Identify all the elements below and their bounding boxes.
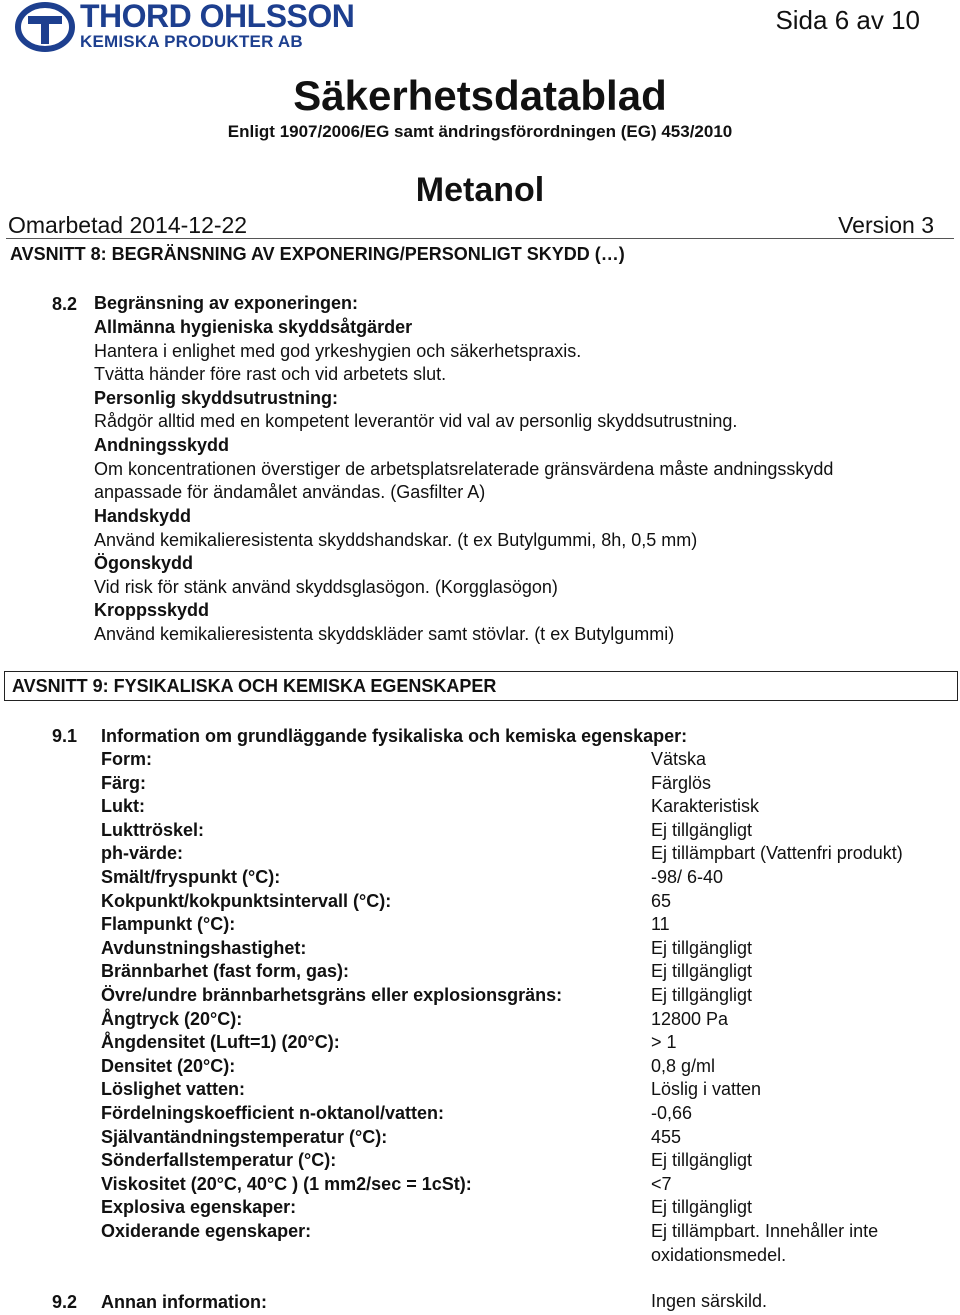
body-text: Vid risk för stänk använd skyddsglasögon. (Korgglasögon) bbox=[94, 577, 558, 597]
revised-date: Omarbetad 2014-12-22 bbox=[8, 212, 248, 238]
page-number: Sida 6 av 10 bbox=[775, 5, 920, 35]
product-name: Metanol bbox=[415, 171, 545, 209]
header-divider bbox=[6, 238, 954, 239]
property-label: Form: bbox=[101, 749, 152, 769]
body-text: Använd kemikalieresistenta skyddskläder samt stövlar. (t ex Butylgummi) bbox=[94, 624, 675, 644]
body-text: Rådgör alltid med en kompetent leverantör vid val av personlig skyddsutrustning. bbox=[94, 411, 738, 431]
body-text: Använd kemikalieresistenta skyddshandskar. (t ex Butylgummi, 8h, 0,5 mm) bbox=[94, 530, 698, 550]
property-label: Övre/undre brännbarhetsgräns eller explosionsgräns: bbox=[101, 985, 563, 1005]
body-text: Om koncentrationen överstiger de arbetsplatsrelaterade gränsvärdena måste andningsskydd bbox=[94, 459, 834, 479]
property-value: Ej tillgängligt bbox=[651, 937, 753, 958]
property-value: 0,8 g/ml bbox=[651, 1055, 716, 1076]
other-info-label: Annan information: bbox=[101, 1292, 267, 1312]
subsection-heading: Information om grundläggande fysikaliska och kemiska egenskaper: bbox=[101, 726, 688, 746]
property-label: Färg: bbox=[101, 772, 146, 793]
property-value: 11 bbox=[651, 914, 670, 935]
property-value: Ej tillgängligt bbox=[651, 961, 753, 982]
version-label: Version 3 bbox=[838, 212, 934, 238]
property-value: Ej tillgängligt bbox=[651, 1197, 753, 1218]
property-label: Brännbarhet (fast form, gas): bbox=[101, 961, 350, 982]
logo-subtitle: KEMISKA PRODUKTER AB bbox=[80, 32, 303, 51]
property-value: Ej tillgängligt bbox=[651, 819, 753, 840]
property-value: Ej tillgängligt bbox=[651, 1150, 753, 1171]
subsection-heading: Begränsning av exponeringen: bbox=[94, 293, 359, 313]
property-value: Färglös bbox=[651, 772, 712, 793]
property-value: > 1 bbox=[651, 1032, 677, 1053]
property-label: Sönderfallstemperatur (°C): bbox=[101, 1150, 337, 1171]
property-value: Ej tillämpbart. Innehåller inte bbox=[651, 1221, 879, 1241]
other-info-value: Ingen särskild. bbox=[651, 1291, 768, 1311]
hand-protection-heading: Handskydd bbox=[94, 506, 192, 526]
body-text: Hantera i enlighet med god yrkeshygien och säkerhetspraxis. bbox=[94, 341, 582, 361]
property-label: ph-värde: bbox=[101, 843, 184, 864]
ppe-heading: Personlig skyddsutrustning: bbox=[94, 388, 339, 408]
property-value: Ej tillämpbart (Vattenfri produkt) bbox=[651, 843, 903, 864]
document-title: Säkerhetsdatablad bbox=[293, 72, 667, 119]
property-value: Vätska bbox=[651, 749, 707, 769]
property-label: Flampunkt (°C): bbox=[101, 914, 236, 935]
property-value: 65 bbox=[651, 890, 672, 911]
company-logo-mark-icon bbox=[14, 2, 78, 52]
property-label: Löslighet vatten: bbox=[101, 1079, 246, 1100]
property-value: -0,66 bbox=[651, 1103, 693, 1123]
property-label: Smält/fryspunkt (°C): bbox=[101, 867, 281, 887]
subsection-number: 9.2 bbox=[52, 1292, 78, 1312]
property-label: Lukttröskel: bbox=[101, 819, 205, 840]
property-value: 455 bbox=[651, 1126, 682, 1147]
property-value: -98/ 6-40 bbox=[651, 867, 724, 887]
property-label: Viskositet (20°C, 40°C ) (1 mm2/sec = 1cSt): bbox=[101, 1173, 472, 1194]
property-value: Löslig i vatten bbox=[651, 1079, 762, 1100]
eye-protection-heading: Ögonskydd bbox=[94, 553, 194, 573]
property-label: Fördelningskoefficient n-oktanol/vatten: bbox=[101, 1103, 445, 1123]
property-label: Densitet (20°C): bbox=[101, 1055, 236, 1076]
property-value-continued: oxidationsmedel. bbox=[651, 1245, 787, 1265]
property-label: Självantändningstemperatur (°C): bbox=[101, 1126, 388, 1147]
section-8-title: AVSNITT 8: BEGRÄNSNING AV EXPONERING/PERSONLIGT SKYDD (…) bbox=[10, 244, 625, 264]
property-value: Ej tillgängligt bbox=[651, 985, 753, 1005]
property-value: 12800 Pa bbox=[651, 1008, 729, 1029]
company-logo bbox=[14, 0, 355, 54]
subsection-number: 8.2 bbox=[52, 294, 78, 314]
respiratory-heading: Andningsskydd bbox=[94, 435, 230, 455]
property-value: <7 bbox=[651, 1173, 672, 1194]
property-label: Explosiva egenskaper: bbox=[101, 1197, 297, 1218]
property-label: Avdunstningshastighet: bbox=[101, 937, 307, 958]
property-label: Lukt: bbox=[101, 796, 145, 817]
property-label: Oxiderande egenskaper: bbox=[101, 1221, 312, 1241]
property-value: Karakteristisk bbox=[651, 796, 760, 817]
body-text: Tvätta händer före rast och vid arbetets slut. bbox=[94, 364, 447, 384]
document-subtitle: Enligt 1907/2006/EG samt ändringsförordningen (EG) 453/2010 bbox=[227, 122, 733, 141]
property-label: Ångtryck (20°C): bbox=[101, 1008, 243, 1029]
property-label: Kokpunkt/kokpunktsintervall (°C): bbox=[101, 890, 392, 911]
section-9-title: AVSNITT 9: FYSIKALISKA OCH KEMISKA EGENSKAPER bbox=[12, 676, 497, 696]
body-text: anpassade för ändamålet användas. (Gasfilter A) bbox=[94, 482, 486, 502]
property-label: Ångdensitet (Luft=1) (20°C): bbox=[101, 1032, 340, 1053]
body-protection-heading: Kroppsskydd bbox=[94, 600, 210, 620]
hygiene-heading: Allmänna hygieniska skyddsåtgärder bbox=[94, 317, 413, 337]
subsection-number: 9.1 bbox=[52, 726, 78, 746]
logo-name: THORD OHLSSON bbox=[80, 0, 355, 34]
